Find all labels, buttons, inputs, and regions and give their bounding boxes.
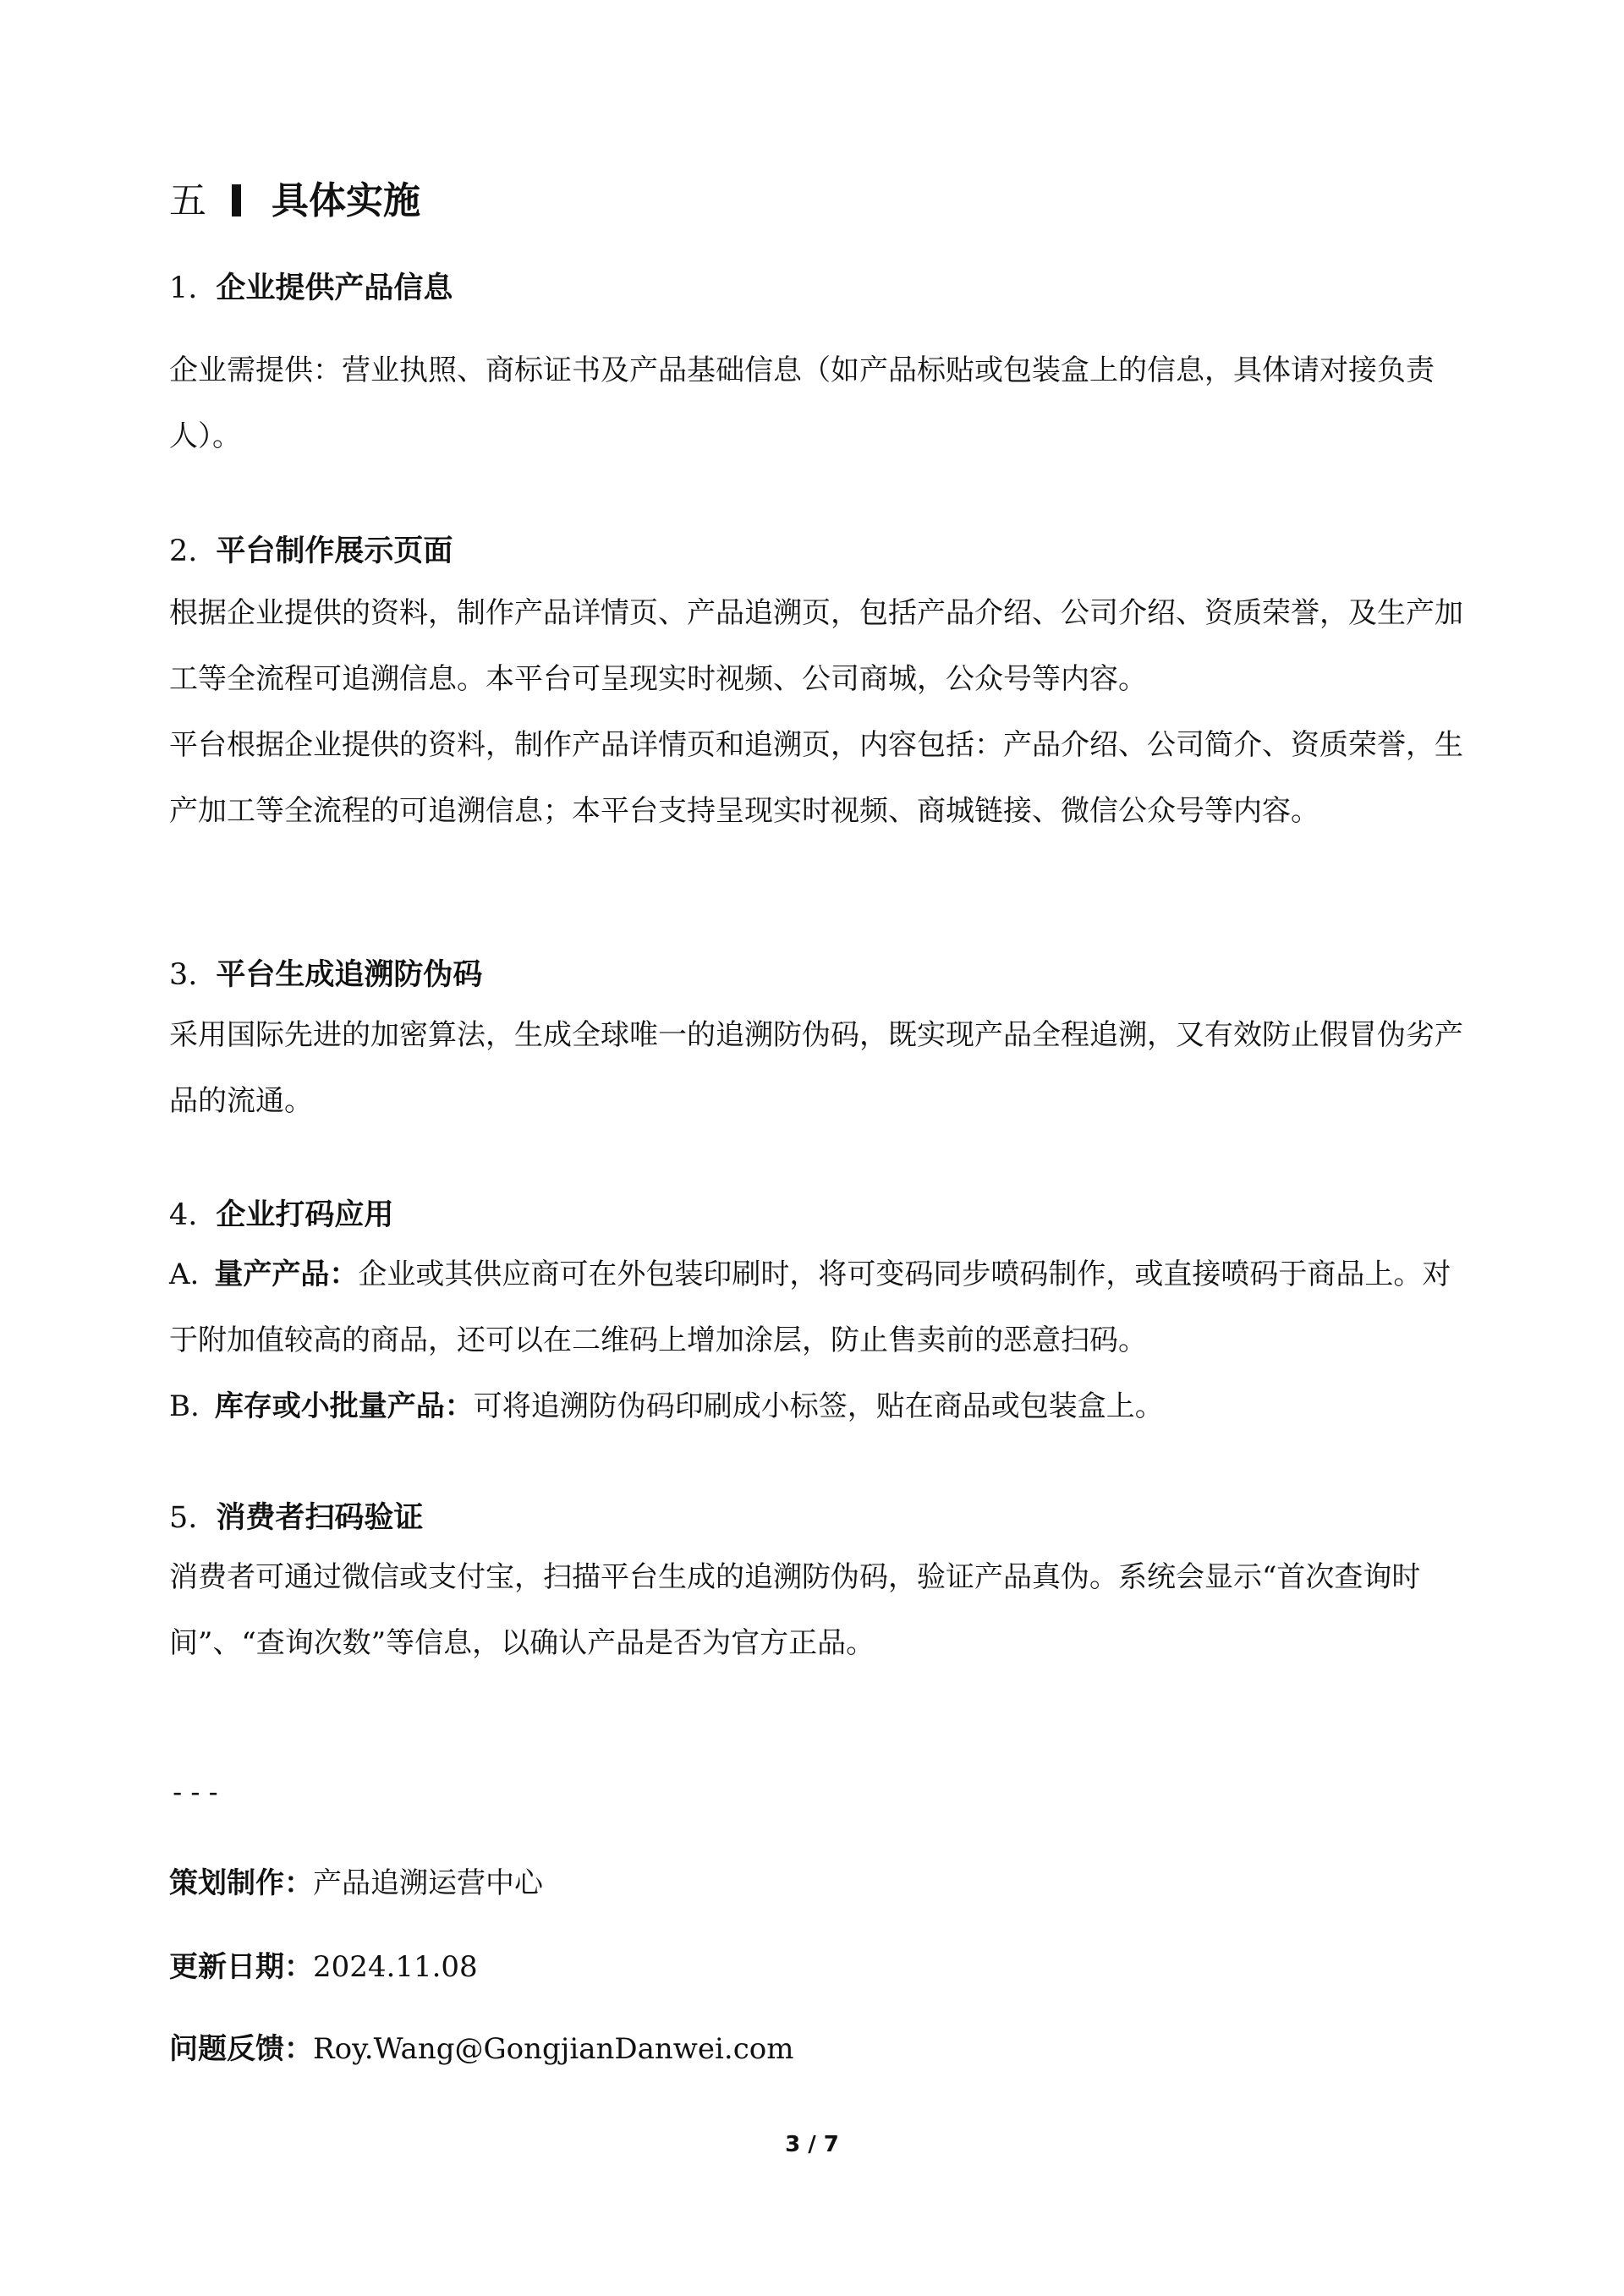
paragraph: 企业需提供：营业执照、商标证书及产品基础信息（如产品标贴或包装盒上的信息，具体请对接负责人）。 bbox=[169, 353, 1435, 453]
section-3-body bbox=[169, 1002, 1472, 1134]
section-5-body bbox=[169, 1544, 1472, 1676]
divider: --- bbox=[169, 1776, 223, 1808]
section-1-title: 1. 企业提供产品信息 bbox=[169, 271, 453, 305]
section-4-title: 4. 企业打码应用 bbox=[169, 1198, 394, 1232]
section-4-body bbox=[169, 1241, 1472, 1439]
heading-title: 具体实施 bbox=[272, 179, 420, 222]
section-2-body bbox=[169, 580, 1472, 844]
section-1-body bbox=[169, 337, 1472, 469]
paragraph: 采用国际先进的加密算法，生成全球唯一的追溯防伪码，既实现产品全程追溯，又有效防止假冒伪劣产品的流通。 bbox=[169, 1018, 1463, 1118]
meta-feedback: 问题反馈：Roy.Wang@GongjianDanwei.com bbox=[169, 2032, 794, 2066]
page-number: 3 / 7 bbox=[785, 2132, 839, 2157]
paragraph: 平台根据企业提供的资料，制作产品详情页和追溯页，内容包括：产品介绍、公司简介、资质荣誉，生产加工等全流程的可追溯信息；本平台支持呈现实时视频、商城链接、微信公众号等内容。 bbox=[169, 728, 1463, 828]
meta-producer: 策划制作：产品追溯运营中心 bbox=[169, 1866, 543, 1900]
section-5-title: 5. 消费者扫码验证 bbox=[169, 1501, 424, 1535]
section-heading bbox=[169, 176, 420, 227]
section-2-title: 2. 平台制作展示页面 bbox=[169, 534, 453, 568]
heading-bar-icon bbox=[232, 184, 241, 216]
meta-update-date: 更新日期：2024.11.08 bbox=[169, 1950, 478, 1984]
heading-number: 五 bbox=[169, 179, 206, 222]
paragraph: 根据企业提供的资料，制作产品详情页、产品追溯页，包括产品介绍、公司介绍、资质荣誉，及生产加工等全流程可追溯信息。本平台可呈现实时视频、公司商城，公众号等内容。 bbox=[169, 596, 1463, 696]
section-3-title: 3. 平台生成追溯防伪码 bbox=[169, 958, 483, 992]
list-item: B. 库存或小批量产品：可将追溯防伪码印刷成小标签，贴在商品或包装盒上。 bbox=[169, 1389, 1164, 1423]
list-item: A. 量产产品：企业或其供应商可在外包装印刷时，将可变码同步喷码制作，或直接喷码于商品上。对于附加值较高的商品，还可以在二维码上增加涂层，防止售卖前的恶意扫码。 bbox=[169, 1258, 1451, 1357]
feedback-email: Roy.Wang@GongjianDanwei.com bbox=[313, 2032, 794, 2066]
paragraph: 消费者可通过微信或支付宝，扫描平台生成的追溯防伪码，验证产品真伪。系统会显示“首次查询时间”、“查询次数”等信息，以确认产品是否为官方正品。 bbox=[169, 1560, 1421, 1660]
